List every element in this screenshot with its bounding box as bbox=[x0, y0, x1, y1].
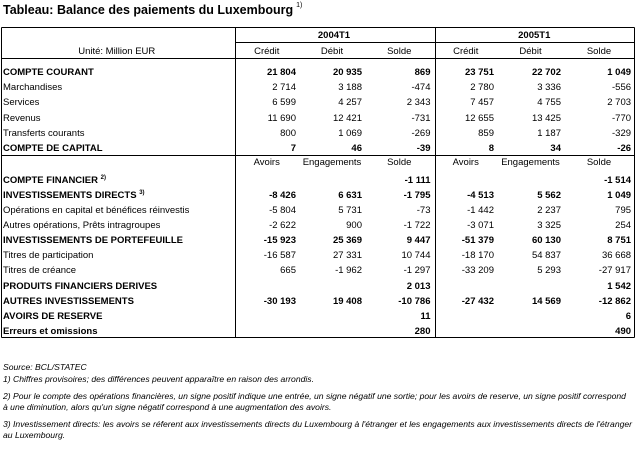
table-row bbox=[1, 187, 635, 202]
row-label bbox=[1, 308, 235, 323]
footnotes bbox=[3, 362, 633, 447]
value-cell bbox=[235, 172, 300, 187]
value-cell: -474 bbox=[411, 82, 431, 94]
value-cell: 795 bbox=[615, 205, 632, 217]
value-cell: 4 755 bbox=[537, 97, 561, 109]
value-cell: 3 325 bbox=[537, 220, 561, 232]
value-cell bbox=[498, 172, 565, 187]
value-cell: 2 703 bbox=[607, 97, 632, 109]
row-label bbox=[1, 277, 235, 292]
value-cell: -26 bbox=[565, 140, 635, 156]
row-label bbox=[1, 109, 235, 124]
sub-header-row bbox=[1, 155, 635, 172]
value-cell: -3 071 bbox=[435, 217, 498, 232]
header-blank bbox=[1, 27, 235, 43]
value-cell: -1 962 bbox=[335, 265, 362, 277]
row-label-text: COMPTE COURANT bbox=[3, 67, 94, 79]
value-cell: 5 731 bbox=[338, 205, 362, 217]
table-row bbox=[1, 323, 635, 338]
value-cell: 10 744 bbox=[401, 250, 431, 262]
row-label bbox=[1, 125, 235, 140]
value-cell: 8 751 bbox=[607, 235, 632, 247]
row-label-text: AVOIRS DE RESERVE bbox=[3, 310, 103, 322]
value-cell: -73 bbox=[416, 205, 431, 217]
value-cell: -4 513 bbox=[435, 187, 498, 202]
row-label-text: Titres de participation bbox=[3, 250, 94, 262]
value-cell: -5 804 bbox=[235, 202, 300, 217]
value-cell: -770 bbox=[612, 112, 632, 124]
row-label-text: Autres opérations, Prêts intragroupes bbox=[3, 220, 161, 232]
value-cell: 490 bbox=[615, 325, 632, 337]
value-cell: 1 069 bbox=[338, 127, 362, 139]
row-label-text: AUTRES INVESTISSEMENTS bbox=[3, 295, 134, 307]
column-header: Avoirs bbox=[435, 155, 498, 172]
value-cell: 9 447 bbox=[406, 235, 431, 247]
period-header: 2005T1 bbox=[435, 27, 635, 43]
value-cell bbox=[498, 277, 565, 292]
page-title: Tableau: Balance des paiements du Luxembourg $^{1)}$ bbox=[3, 2, 303, 17]
value-cell: -8 426 bbox=[235, 187, 300, 202]
value-cell: -1 514 bbox=[604, 174, 632, 186]
source-note: Source: BCL/STATEC bbox=[3, 362, 87, 372]
value-cell: -731 bbox=[411, 112, 431, 124]
value-cell: 6 599 bbox=[235, 94, 300, 109]
row-label bbox=[1, 247, 235, 262]
value-cell: -10 786 bbox=[398, 295, 431, 307]
value-cell: -556 bbox=[612, 82, 632, 94]
value-cell: 23 751 bbox=[435, 64, 498, 79]
value-cell bbox=[235, 308, 300, 323]
footnote-2: 2) Pour le compte des opérations financières, un signe positif indique une entrée, un signe négatif une sortie; pour les avoirs de reserve, un signe positif correspond à une diminution, alors qu'un signe négatif correspond à une augmentation des avoirs. bbox=[3, 391, 626, 412]
table-row bbox=[1, 217, 635, 232]
value-cell: 800 bbox=[235, 125, 300, 140]
value-cell bbox=[435, 323, 498, 338]
value-cell: 12 421 bbox=[332, 112, 362, 124]
value-cell: 1 049 bbox=[607, 189, 632, 201]
table-row bbox=[1, 172, 635, 187]
value-cell: 2 343 bbox=[406, 97, 431, 109]
table-row bbox=[1, 64, 635, 79]
footnote-3: 3) Investissement directs: les avoirs se réferent aux investissements directs du Luxembourg à l'étranger et les engagements aux investissements directs de l'étranger au Luxembourg. bbox=[3, 419, 633, 440]
value-cell: -27 432 bbox=[435, 293, 498, 308]
column-header: Solde bbox=[387, 156, 412, 168]
table-row bbox=[1, 293, 635, 308]
value-cell: 46 bbox=[300, 140, 366, 156]
table-row bbox=[1, 277, 635, 292]
value-cell: -39 bbox=[366, 140, 435, 156]
value-cell: 1 187 bbox=[537, 127, 561, 139]
period-header-row bbox=[1, 27, 635, 43]
value-cell: -1 442 bbox=[435, 202, 498, 217]
value-cell bbox=[235, 277, 300, 292]
value-cell: 5 293 bbox=[537, 265, 561, 277]
value-cell: 54 837 bbox=[531, 250, 561, 262]
value-cell bbox=[435, 172, 498, 187]
table-row bbox=[1, 125, 635, 140]
value-cell: -16 587 bbox=[235, 247, 300, 262]
row-label bbox=[1, 140, 235, 156]
value-cell: 6 bbox=[625, 310, 632, 322]
value-cell: -1 722 bbox=[403, 220, 431, 232]
row-label-text: INVESTISSEMENTS DIRECTS bbox=[3, 189, 137, 201]
column-header: Crédit bbox=[435, 43, 498, 59]
column-header: Débit bbox=[519, 46, 542, 58]
value-cell bbox=[498, 308, 565, 323]
balance-table bbox=[1, 27, 635, 338]
table-row bbox=[1, 202, 635, 217]
value-cell: 2 013 bbox=[406, 280, 431, 292]
column-header-row bbox=[1, 43, 635, 59]
header-blank bbox=[1, 155, 235, 172]
column-header: Crédit bbox=[235, 43, 300, 59]
value-cell: 11 bbox=[420, 310, 431, 322]
value-cell: 22 702 bbox=[531, 67, 561, 79]
value-cell: 254 bbox=[615, 220, 632, 232]
value-cell: 3 336 bbox=[537, 82, 561, 94]
column-header: Solde bbox=[387, 46, 412, 58]
value-cell: 5 562 bbox=[537, 189, 561, 201]
table-row bbox=[1, 308, 635, 323]
table-row bbox=[1, 262, 635, 277]
value-cell: 2 237 bbox=[537, 205, 561, 217]
value-cell: 665 bbox=[235, 262, 300, 277]
value-cell bbox=[300, 308, 366, 323]
value-cell: 19 408 bbox=[332, 295, 362, 307]
value-cell: 20 935 bbox=[332, 67, 362, 79]
value-cell: -269 bbox=[411, 127, 431, 139]
row-label bbox=[1, 202, 235, 217]
value-cell bbox=[300, 277, 366, 292]
row-label bbox=[1, 172, 235, 187]
footnote-ref: 3) bbox=[139, 189, 145, 196]
row-label-text: Revenus bbox=[3, 112, 41, 124]
title-footnote-ref: 1) bbox=[296, 2, 303, 9]
table-row bbox=[1, 94, 635, 109]
value-cell: 36 668 bbox=[601, 250, 632, 262]
value-cell: -1 111 bbox=[404, 174, 431, 186]
value-cell bbox=[300, 172, 366, 187]
column-header: Solde bbox=[586, 46, 612, 58]
value-cell: -2 622 bbox=[235, 217, 300, 232]
table-row bbox=[1, 140, 635, 156]
column-header: Solde bbox=[586, 156, 612, 168]
value-cell: 900 bbox=[346, 220, 362, 232]
value-cell bbox=[435, 308, 498, 323]
value-cell: 1 542 bbox=[607, 280, 632, 292]
row-label-text: Marchandises bbox=[3, 82, 63, 94]
value-cell: 13 425 bbox=[531, 112, 561, 124]
value-cell bbox=[435, 277, 498, 292]
value-cell: -51 379 bbox=[435, 232, 498, 247]
value-cell: -33 209 bbox=[435, 262, 498, 277]
value-cell: 869 bbox=[414, 67, 431, 79]
value-cell: 14 569 bbox=[531, 295, 561, 307]
row-label bbox=[1, 94, 235, 109]
row-label bbox=[1, 79, 235, 94]
value-cell: 1 049 bbox=[607, 67, 632, 79]
row-label-text: COMPTE FINANCIER bbox=[3, 174, 98, 186]
value-cell: -1 297 bbox=[403, 265, 431, 277]
column-header: Engagements bbox=[302, 156, 362, 168]
value-cell: 21 804 bbox=[235, 64, 300, 79]
value-cell: 3 188 bbox=[338, 82, 362, 94]
row-label-text: Erreurs et omissions bbox=[3, 325, 98, 337]
value-cell: -329 bbox=[612, 127, 632, 139]
table-row bbox=[1, 247, 635, 262]
row-label-text: Transferts courants bbox=[3, 127, 85, 139]
value-cell: 2 714 bbox=[235, 79, 300, 94]
value-cell: 2 780 bbox=[435, 79, 498, 94]
row-label bbox=[1, 262, 235, 277]
value-cell: -12 862 bbox=[598, 295, 632, 307]
row-label-text: Opérations en capital et bénéfices réinvestis bbox=[3, 205, 190, 217]
value-cell: 7 457 bbox=[435, 94, 498, 109]
value-cell: 11 690 bbox=[235, 109, 300, 124]
row-label bbox=[1, 217, 235, 232]
value-cell: -1 795 bbox=[403, 189, 431, 201]
row-label-text: Titres de créance bbox=[3, 265, 77, 277]
value-cell: 27 331 bbox=[332, 250, 362, 262]
value-cell: -15 923 bbox=[235, 232, 300, 247]
row-label bbox=[1, 64, 235, 79]
value-cell: 34 bbox=[498, 140, 565, 156]
row-label bbox=[1, 293, 235, 308]
footnote-ref: 2) bbox=[100, 174, 106, 181]
value-cell bbox=[235, 323, 300, 338]
column-header: Engagements bbox=[501, 156, 560, 168]
column-header: Débit bbox=[320, 46, 344, 58]
value-cell: 4 257 bbox=[338, 97, 362, 109]
value-cell: -18 170 bbox=[435, 247, 498, 262]
row-label-text: PRODUITS FINANCIERS DERIVES bbox=[3, 280, 158, 292]
row-label-text: INVESTISSEMENTS DE PORTEFEUILLE bbox=[3, 235, 183, 247]
table-row bbox=[1, 232, 635, 247]
table-row bbox=[1, 109, 635, 124]
value-cell: 12 655 bbox=[435, 109, 498, 124]
row-label bbox=[1, 323, 235, 338]
value-cell: 6 631 bbox=[338, 189, 362, 201]
value-cell: 8 bbox=[435, 140, 498, 156]
row-label-text: COMPTE DE CAPITAL bbox=[3, 142, 103, 154]
value-cell: 7 bbox=[235, 140, 300, 156]
value-cell: 280 bbox=[414, 325, 431, 337]
value-cell: -27 917 bbox=[598, 265, 632, 277]
table-row bbox=[1, 79, 635, 94]
value-cell bbox=[300, 323, 366, 338]
row-label bbox=[1, 232, 235, 247]
period-header: 2004T1 bbox=[235, 27, 435, 43]
column-header: Avoirs bbox=[235, 155, 300, 172]
row-label-text: Services bbox=[3, 97, 40, 109]
unit-label: Unité: Million EUR bbox=[78, 46, 156, 58]
value-cell: -30 193 bbox=[235, 293, 300, 308]
row-label bbox=[1, 187, 235, 202]
value-cell: 25 369 bbox=[332, 235, 362, 247]
value-cell: 60 130 bbox=[531, 235, 561, 247]
footnote-1: 1) Chiffres provisoires; des différences peuvent apparaître en raison des arrondis. bbox=[3, 374, 314, 384]
value-cell bbox=[498, 323, 565, 338]
value-cell: 859 bbox=[435, 125, 498, 140]
